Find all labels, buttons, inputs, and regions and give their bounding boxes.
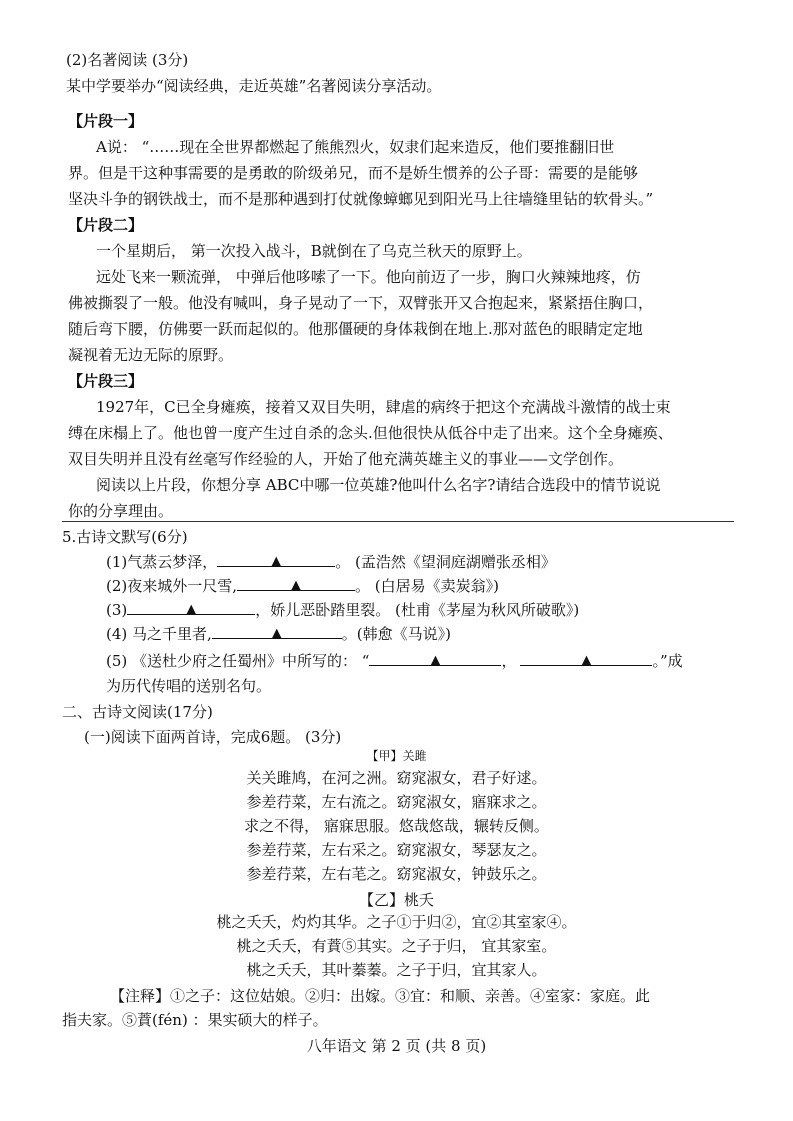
recite-item-4-source: 。(韩愈《马说》) (341, 625, 452, 643)
poem-jia-line: 参差荇菜，左右流之。窈窕淑女，寤寐求之。 (246, 793, 547, 811)
excerpt-2-line-4: 随后弯下腰，仿佛要一跃而起似的。他那僵硬的身体栽倒在地上.那对蓝色的眼睛定定地 (68, 320, 643, 338)
question-prompt-line-1: 阅读以上片段，你想分享 ABC中哪一位英雄?他叫什么名字?请结合选段中的情节说说 (96, 476, 661, 494)
excerpt-2-line-2: 远处飞来一颗流弹， 中弹后他哆嗦了一下。他向前迈了一步，胸口火辣辣地疼，仿 (96, 268, 641, 286)
excerpt-2-line-3: 佛被撕裂了一般。他没有喊叫，身子晃动了一下，双臂张开又合抱起来，紧紧捂住胸口， (68, 294, 654, 312)
excerpt-3-heading: 【片段三】 (68, 372, 144, 390)
triangle-marker-icon: ▲ (271, 626, 282, 641)
poem-yi-line: 桃之夭夭，其叶蓁蓁。之子于归，宜其家人。 (246, 961, 547, 979)
recite-item-3 (106, 600, 579, 620)
recite-item-4 (106, 624, 451, 644)
triangle-marker-icon: ▲ (291, 578, 302, 593)
recite-item-1-source: 。 (孟浩然《望洞庭湖赠张丞相》 (335, 553, 556, 571)
question-prompt-line-2: 你的分享理由。 (68, 502, 174, 520)
recite-item-3-prompt: (3) (106, 601, 128, 619)
part-2-title: 二、古诗文阅读(17分) (62, 703, 213, 721)
answer-blank[interactable] (127, 600, 255, 615)
poem-yi-line: 桃之夭夭，有蕡⑤其实。之子于归， 宜其家室。 (236, 937, 557, 955)
poem-jia-line: 参差荇菜，左右采之。窈窕淑女，琴瑟友之。 (246, 841, 547, 859)
activity-intro: 某中学要举办“阅读经典，走近英雄”名著阅读分享活动。 (66, 77, 442, 95)
question-title: (2)名著阅读 (3分) (66, 51, 189, 69)
triangle-marker-icon: ▲ (430, 653, 441, 668)
triangle-marker-icon: ▲ (186, 602, 197, 617)
recite-item-1 (106, 552, 556, 572)
poem-jia-line: 求之不得， 寤寐思服。悠哉悠哉，辗转反侧。 (244, 817, 549, 835)
part-2-subsection-1: (一)阅读下面两首诗，完成6题。 (3分) (84, 728, 342, 746)
excerpt-1-line-2: 界。但是干这种事需要的是勇敢的阶级弟兄，而不是娇生惯养的公子哥：需要的是能够 (68, 164, 639, 182)
poem-jia-line: 关关雎鸠，在河之洲。窈窕淑女，君子好逑。 (246, 769, 547, 787)
answer-blank[interactable] (217, 552, 335, 567)
answer-blank[interactable] (520, 651, 652, 666)
poem-jia-title: 【甲】关雎 (366, 749, 427, 763)
page-footer: 八年语文 第 2 页 (共 8 页) (306, 1037, 487, 1055)
excerpt-2-line-1: 一个星期后， 第一次投入战斗，B就倒在了乌克兰秋天的原野上。 (96, 242, 532, 260)
excerpt-3-line-3: 双目失明并且没有丝毫写作经验的人，开始了他充满英雄主义的事业——文学创作。 (68, 450, 624, 468)
answer-blank[interactable] (212, 624, 342, 639)
excerpt-1-heading: 【片段一】 (68, 112, 144, 130)
recite-item-4-prompt: (4) 马之千里者, (106, 625, 212, 643)
annotation-line-2: 指夫家。⑤蕡(fén) ：果实硕大的样子。 (62, 1011, 328, 1029)
triangle-marker-icon: ▲ (271, 554, 282, 569)
triangle-marker-icon: ▲ (581, 653, 592, 668)
excerpt-3-line-2: 缚在床榻上了。他也曾一度产生过自杀的念头.但他很快从低谷中走了出来。这个全身瘫痪、 (68, 424, 673, 442)
recite-item-2-source: 。 (白居易《卖炭翁》) (355, 577, 500, 595)
excerpt-3-line-1: 1927年，C已全身瘫痪，接着又双目失明，肆虐的病终于把这个充满战斗激情的战士束 (96, 398, 671, 416)
recite-item-5-line-2: 为历代传唱的送别名句。 (106, 677, 272, 695)
recite-item-3-source: ，娇儿恶卧踏里裂。 (杜甫《茅屋为秋风所破歌》) (255, 601, 580, 619)
recite-item-5-comma: ， (501, 652, 517, 670)
excerpt-1-line-1: A说： “……现在全世界都燃起了熊熊烈火，奴隶们起来造反，他们要推翻旧世 (96, 138, 615, 156)
section-5-title: 5.古诗文默写(6分) (62, 528, 188, 546)
excerpt-2-line-5: 凝视着无边无际的原野。 (68, 346, 234, 364)
recite-item-5 (106, 651, 683, 671)
recite-item-5-tail: 。”成 (652, 652, 683, 670)
annotation-line-1: 【注释】①之子：这位姑娘。②归：出嫁。③宜：和顺、亲善。④室家：家庭。此 (110, 987, 651, 1005)
excerpt-2-heading: 【片段二】 (68, 216, 144, 234)
poem-yi-title: 【乙】桃夭 (358, 891, 434, 909)
poem-yi-line: 桃之夭夭，灼灼其华。之子①于归②，宜②其室家④。 (216, 913, 577, 931)
recite-item-5-prompt: (5) 《送杜少府之任蜀州》中所写的： “ (106, 652, 370, 670)
section-divider (62, 521, 734, 522)
poem-jia-line: 参差荇菜，左右芼之。窈窕淑女，钟鼓乐之。 (246, 865, 547, 883)
excerpt-1-line-3: 坚决斗争的钢铁战士，而不是那种遇到打仗就像蟑螂见到阳光马上往墙缝里钻的软骨头。” (68, 190, 654, 208)
answer-blank[interactable] (369, 651, 501, 666)
recite-item-2-prompt: (2)夜来城外一尺雪, (106, 577, 238, 595)
recite-item-2 (106, 576, 499, 596)
recite-item-1-prompt: (1)气蒸云梦泽， (106, 553, 218, 571)
answer-blank[interactable] (237, 576, 355, 591)
